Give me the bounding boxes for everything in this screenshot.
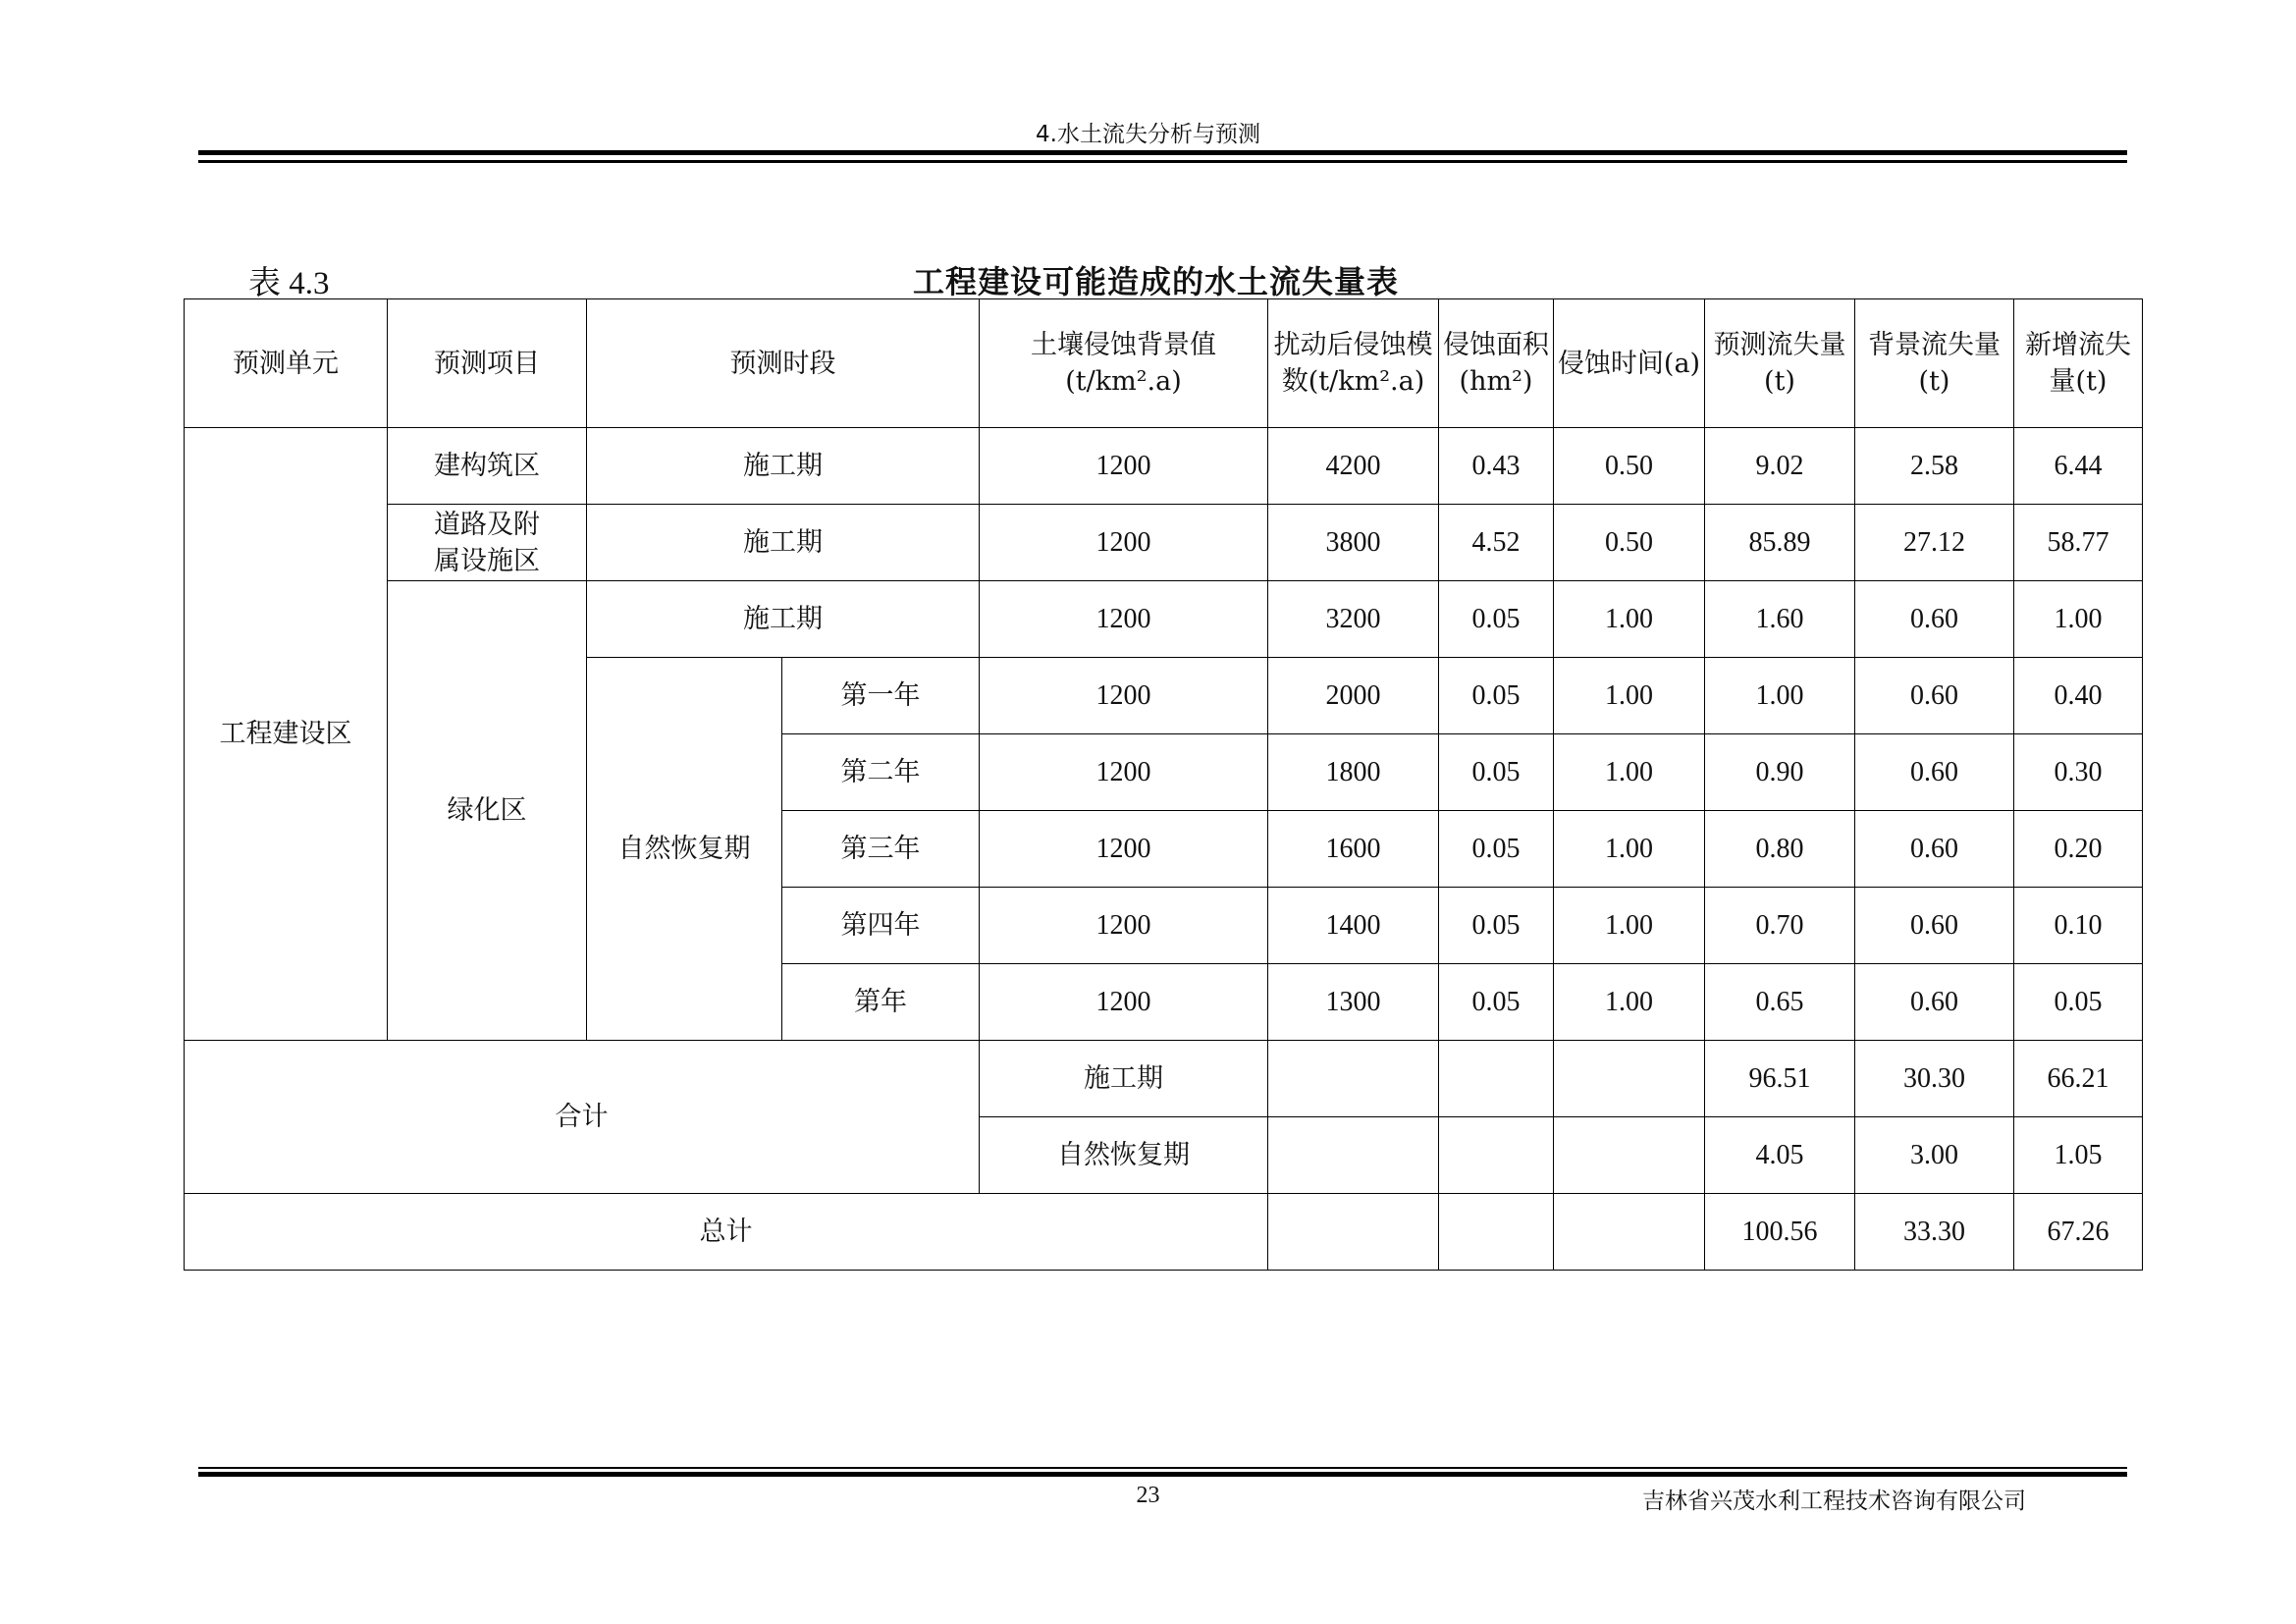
item-cell: 道路及附属设施区 (388, 505, 587, 581)
base-cell: 3.00 (1855, 1117, 2014, 1194)
item-cell: 绿化区 (388, 581, 587, 1041)
subperiod-cell: 第一年 (782, 658, 980, 734)
header-predicted-loss: 预测流失量(t) (1705, 299, 1855, 428)
header-background-value: 土壤侵蚀背景值(t/km².a) (980, 299, 1268, 428)
subperiod-cell: 第四年 (782, 888, 980, 964)
area-cell: 4.52 (1439, 505, 1554, 581)
pred-cell: 0.70 (1705, 888, 1855, 964)
empty-cell (1268, 1041, 1439, 1117)
area-cell: 0.05 (1439, 888, 1554, 964)
area-cell: 0.05 (1439, 581, 1554, 658)
empty-cell (1554, 1194, 1705, 1271)
empty-cell (1268, 1117, 1439, 1194)
time-cell: 1.00 (1554, 811, 1705, 888)
empty-cell (1554, 1041, 1705, 1117)
empty-cell (1439, 1041, 1554, 1117)
table-title: 工程建设可能造成的水土流失量表 (913, 263, 1400, 300)
area-cell: 0.05 (1439, 734, 1554, 811)
pred-cell: 85.89 (1705, 505, 1855, 581)
subperiod-cell: 第三年 (782, 811, 980, 888)
new-cell: 58.77 (2014, 505, 2143, 581)
period-cell: 施工期 (587, 581, 980, 658)
new-cell: 66.21 (2014, 1041, 2143, 1117)
bg-cell: 1200 (980, 964, 1268, 1041)
time-cell: 0.50 (1554, 428, 1705, 505)
area-cell: 0.05 (1439, 658, 1554, 734)
base-cell: 27.12 (1855, 505, 2014, 581)
mod-cell: 1300 (1268, 964, 1439, 1041)
pred-cell: 9.02 (1705, 428, 1855, 505)
header-rule-thin (198, 160, 2127, 163)
new-cell: 1.00 (2014, 581, 2143, 658)
time-cell: 1.00 (1554, 658, 1705, 734)
header-rule-thick (198, 150, 2127, 155)
bg-cell: 1200 (980, 658, 1268, 734)
header-background-loss: 背景流失量(t) (1855, 299, 2014, 428)
subtotal-construction-label: 施工期 (980, 1041, 1268, 1117)
footer-rule-thick (198, 1472, 2127, 1477)
bg-cell: 1200 (980, 811, 1268, 888)
base-cell: 0.60 (1855, 811, 2014, 888)
mod-cell: 4200 (1268, 428, 1439, 505)
pred-cell: 0.65 (1705, 964, 1855, 1041)
empty-cell (1439, 1194, 1554, 1271)
subperiod-cell: 第二年 (782, 734, 980, 811)
base-cell: 0.60 (1855, 964, 2014, 1041)
soil-loss-table (184, 298, 2143, 1271)
bg-cell: 1200 (980, 505, 1268, 581)
pred-cell: 0.80 (1705, 811, 1855, 888)
new-cell: 67.26 (2014, 1194, 2143, 1271)
empty-cell (1439, 1117, 1554, 1194)
pred-cell: 96.51 (1705, 1041, 1855, 1117)
new-cell: 6.44 (2014, 428, 2143, 505)
mod-cell: 2000 (1268, 658, 1439, 734)
pred-cell: 1.60 (1705, 581, 1855, 658)
area-cell: 0.43 (1439, 428, 1554, 505)
total-row (185, 1194, 2143, 1271)
time-cell: 0.50 (1554, 505, 1705, 581)
header-new-loss: 新增流失量(t) (2014, 299, 2143, 428)
mod-cell: 1800 (1268, 734, 1439, 811)
table-header-row (185, 299, 2143, 428)
mod-cell: 1400 (1268, 888, 1439, 964)
new-cell: 0.10 (2014, 888, 2143, 964)
period-cell: 自然恢复期 (587, 658, 782, 1041)
period-cell: 施工期 (587, 505, 980, 581)
empty-cell (1268, 1194, 1439, 1271)
base-cell: 0.60 (1855, 888, 2014, 964)
subtotal-label: 合计 (185, 1041, 980, 1194)
item-cell: 建构筑区 (388, 428, 587, 505)
company-name: 吉林省兴茂水利工程技术咨询有限公司 (1642, 1489, 2026, 1514)
header-unit: 预测单元 (185, 299, 388, 428)
pred-cell: 1.00 (1705, 658, 1855, 734)
base-cell: 0.60 (1855, 581, 2014, 658)
time-cell: 1.00 (1554, 734, 1705, 811)
new-cell: 0.30 (2014, 734, 2143, 811)
pred-cell: 0.90 (1705, 734, 1855, 811)
subperiod-cell: 第年 (782, 964, 980, 1041)
table-row (185, 581, 2143, 658)
subtotal-recovery-label: 自然恢复期 (980, 1117, 1268, 1194)
mod-cell: 3200 (1268, 581, 1439, 658)
bg-cell: 1200 (980, 428, 1268, 505)
new-cell: 0.05 (2014, 964, 2143, 1041)
header-period: 预测时段 (587, 299, 980, 428)
table-row (185, 505, 2143, 581)
header-erosion-time: 侵蚀时间(a) (1554, 299, 1705, 428)
header-item: 预测项目 (388, 299, 587, 428)
mod-cell: 1600 (1268, 811, 1439, 888)
bg-cell: 1200 (980, 734, 1268, 811)
new-cell: 0.40 (2014, 658, 2143, 734)
period-cell: 施工期 (587, 428, 980, 505)
table-number: 表 4.3 (248, 266, 330, 301)
time-cell: 1.00 (1554, 581, 1705, 658)
pred-cell: 100.56 (1705, 1194, 1855, 1271)
base-cell: 2.58 (1855, 428, 2014, 505)
footer-rule-thin (198, 1467, 2127, 1469)
base-cell: 0.60 (1855, 658, 2014, 734)
mod-cell: 3800 (1268, 505, 1439, 581)
header-disturbed-modulus: 扰动后侵蚀模数(t/km².a) (1268, 299, 1439, 428)
new-cell: 1.05 (2014, 1117, 2143, 1194)
base-cell: 30.30 (1855, 1041, 2014, 1117)
time-cell: 1.00 (1554, 964, 1705, 1041)
table-row (185, 428, 2143, 505)
bg-cell: 1200 (980, 888, 1268, 964)
page-number: 23 (1136, 1483, 1160, 1508)
unit-cell: 工程建设区 (185, 428, 388, 1041)
header-erosion-area: 侵蚀面积(hm²) (1439, 299, 1554, 428)
pred-cell: 4.05 (1705, 1117, 1855, 1194)
running-header: 4.水土流失分析与预测 (1036, 122, 1260, 147)
total-label: 总计 (185, 1194, 1268, 1271)
area-cell: 0.05 (1439, 964, 1554, 1041)
empty-cell (1554, 1117, 1705, 1194)
bg-cell: 1200 (980, 581, 1268, 658)
subtotal-row (185, 1041, 2143, 1117)
time-cell: 1.00 (1554, 888, 1705, 964)
area-cell: 0.05 (1439, 811, 1554, 888)
new-cell: 0.20 (2014, 811, 2143, 888)
base-cell: 33.30 (1855, 1194, 2014, 1271)
base-cell: 0.60 (1855, 734, 2014, 811)
